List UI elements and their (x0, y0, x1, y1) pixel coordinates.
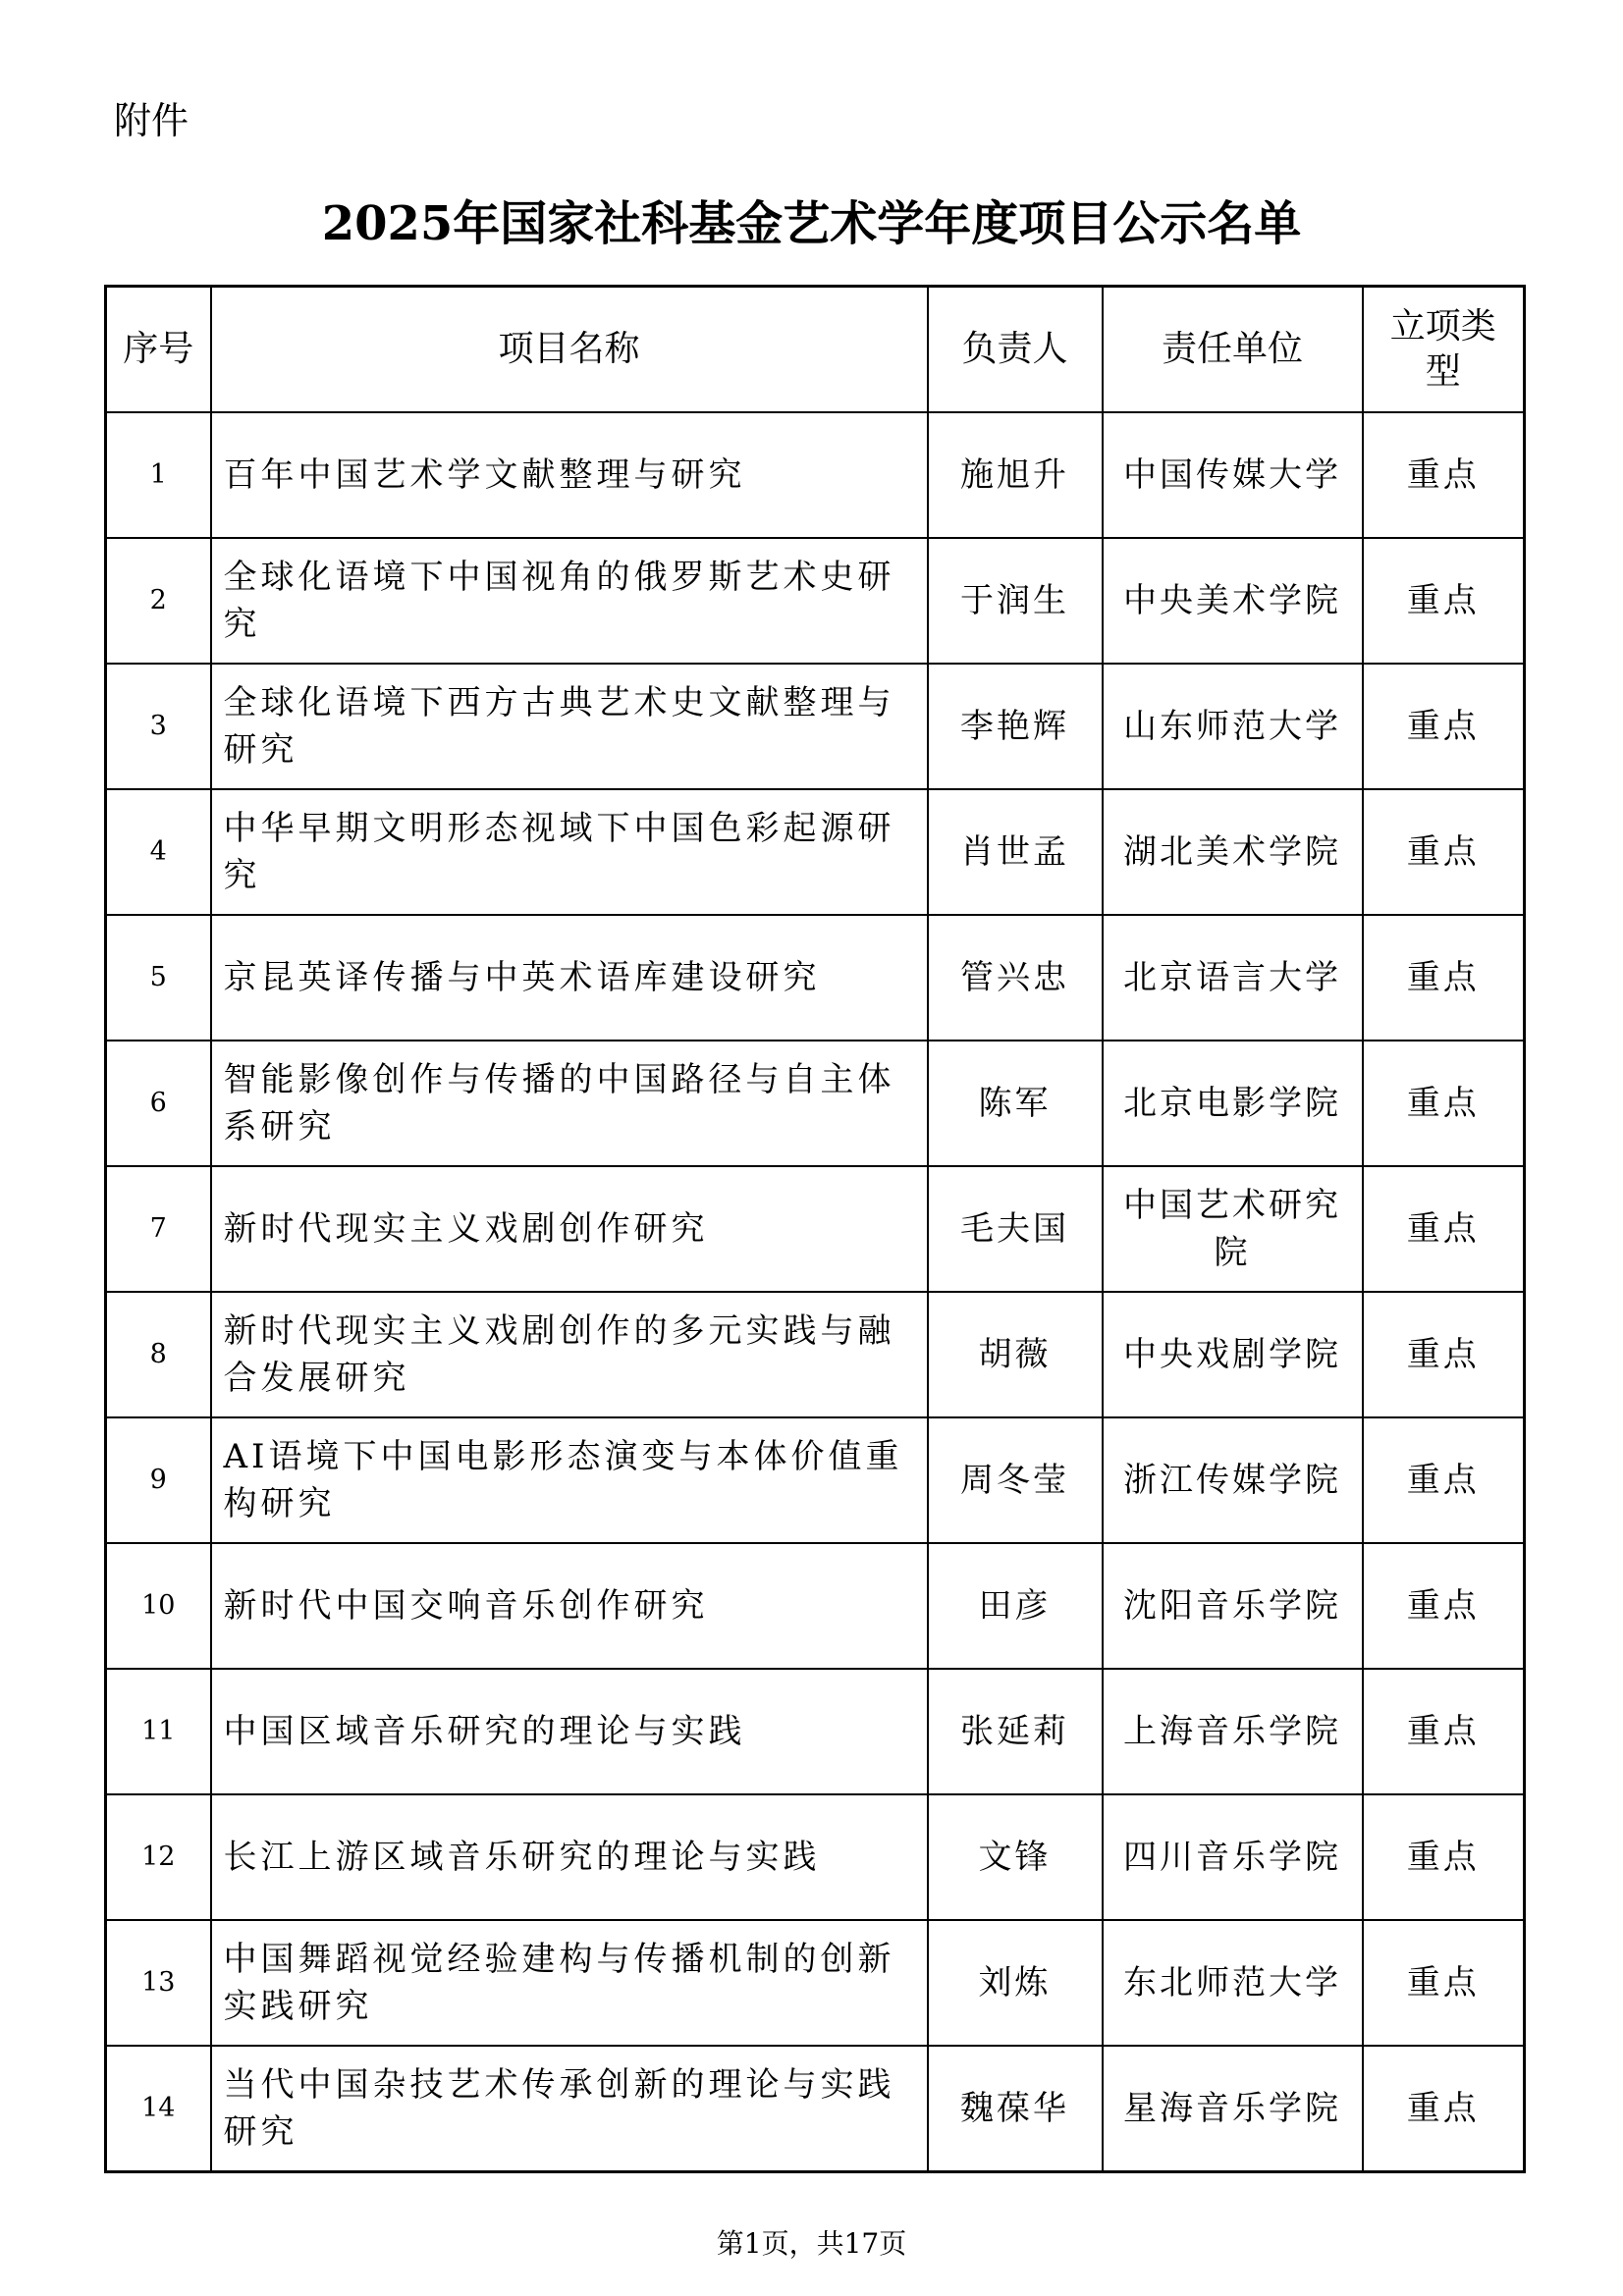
row-project-name: 中国舞蹈视觉经验建构与传播机制的创新实践研究 (211, 1920, 928, 2046)
header-project-name: 项目名称 (211, 287, 928, 413)
row-unit: 中央戏剧学院 (1103, 1292, 1363, 1417)
row-index: 13 (106, 1920, 211, 2046)
row-leader: 李艳辉 (928, 664, 1103, 789)
table-row (106, 915, 1525, 1041)
row-index: 7 (106, 1166, 211, 1292)
row-unit: 东北师范大学 (1103, 1920, 1363, 2046)
table-row (106, 2046, 1525, 2172)
table-row (106, 1417, 1525, 1543)
row-project-name: 长江上游区域音乐研究的理论与实践 (211, 1794, 928, 1920)
row-project-type: 重点 (1363, 1543, 1525, 1669)
table-row (106, 1543, 1525, 1669)
page-title: 2025年国家社科基金艺术学年度项目公示名单 (321, 196, 1302, 251)
row-project-name: 京昆英译传播与中英术语库建设研究 (211, 915, 928, 1041)
row-project-type: 重点 (1363, 1794, 1525, 1920)
header-unit: 责任单位 (1103, 287, 1363, 413)
row-leader: 陈军 (928, 1041, 1103, 1166)
row-unit: 湖北美术学院 (1103, 789, 1363, 915)
row-index: 2 (106, 538, 211, 664)
row-unit: 中央美术学院 (1103, 538, 1363, 664)
row-index: 12 (106, 1794, 211, 1920)
header-index: 序号 (106, 287, 211, 413)
row-index: 6 (106, 1041, 211, 1166)
table-row (106, 1041, 1525, 1166)
row-project-type: 重点 (1363, 1920, 1525, 2046)
row-leader: 田彦 (928, 1543, 1103, 1669)
row-index: 11 (106, 1669, 211, 1794)
row-unit: 星海音乐学院 (1103, 2046, 1363, 2172)
row-unit: 北京语言大学 (1103, 915, 1363, 1041)
row-unit: 山东师范大学 (1103, 664, 1363, 789)
row-project-name: 新时代现实主义戏剧创作的多元实践与融合发展研究 (211, 1292, 928, 1417)
row-project-type: 重点 (1363, 1417, 1525, 1543)
attachment-label: 附件 (114, 99, 189, 142)
row-project-type: 重点 (1363, 915, 1525, 1041)
row-project-type: 重点 (1363, 1041, 1525, 1166)
row-project-type: 重点 (1363, 412, 1525, 538)
table-row (106, 1292, 1525, 1417)
page-footer: 第1页，共17页 (716, 2227, 907, 2260)
row-leader: 周冬莹 (928, 1417, 1103, 1543)
row-project-type: 重点 (1363, 1292, 1525, 1417)
table-row (106, 1669, 1525, 1794)
row-project-name: 全球化语境下中国视角的俄罗斯艺术史研究 (211, 538, 928, 664)
row-unit: 浙江传媒学院 (1103, 1417, 1363, 1543)
row-unit: 中国传媒大学 (1103, 412, 1363, 538)
row-index: 8 (106, 1292, 211, 1417)
row-project-name: 中国区域音乐研究的理论与实践 (211, 1669, 928, 1794)
header-leader: 负责人 (928, 287, 1103, 413)
row-leader: 毛夫国 (928, 1166, 1103, 1292)
row-project-name: 中华早期文明形态视域下中国色彩起源研究 (211, 789, 928, 915)
table-row (106, 412, 1525, 538)
row-leader: 魏葆华 (928, 2046, 1103, 2172)
row-leader: 肖世孟 (928, 789, 1103, 915)
row-leader: 文锋 (928, 1794, 1103, 1920)
row-project-name: AI语境下中国电影形态演变与本体价值重构研究 (211, 1417, 928, 1543)
row-index: 3 (106, 664, 211, 789)
row-project-type: 重点 (1363, 1669, 1525, 1794)
table-row (106, 1794, 1525, 1920)
row-project-type: 重点 (1363, 2046, 1525, 2172)
row-index: 14 (106, 2046, 211, 2172)
row-leader: 于润生 (928, 538, 1103, 664)
row-unit: 北京电影学院 (1103, 1041, 1363, 1166)
header-row (106, 287, 1525, 413)
row-leader: 刘炼 (928, 1920, 1103, 2046)
header-project-type: 立项类型 (1363, 287, 1525, 413)
table-row (106, 1166, 1525, 1292)
row-project-name: 智能影像创作与传播的中国路径与自主体系研究 (211, 1041, 928, 1166)
row-project-type: 重点 (1363, 538, 1525, 664)
row-project-name: 新时代现实主义戏剧创作研究 (211, 1166, 928, 1292)
row-leader: 管兴忠 (928, 915, 1103, 1041)
table-header (106, 287, 1525, 413)
row-leader: 胡薇 (928, 1292, 1103, 1417)
row-leader: 施旭升 (928, 412, 1103, 538)
row-leader: 张延莉 (928, 1669, 1103, 1794)
row-index: 9 (106, 1417, 211, 1543)
row-unit: 四川音乐学院 (1103, 1794, 1363, 1920)
row-index: 5 (106, 915, 211, 1041)
table-row (106, 789, 1525, 915)
row-project-type: 重点 (1363, 789, 1525, 915)
table-row (106, 538, 1525, 664)
row-index: 1 (106, 412, 211, 538)
row-index: 10 (106, 1543, 211, 1669)
table-row (106, 664, 1525, 789)
row-project-type: 重点 (1363, 664, 1525, 789)
row-project-name: 全球化语境下西方古典艺术史文献整理与研究 (211, 664, 928, 789)
row-unit: 沈阳音乐学院 (1103, 1543, 1363, 1669)
row-project-type: 重点 (1363, 1166, 1525, 1292)
row-project-name: 新时代中国交响音乐创作研究 (211, 1543, 928, 1669)
row-index: 4 (106, 789, 211, 915)
row-unit: 上海音乐学院 (1103, 1669, 1363, 1794)
row-project-name: 当代中国杂技艺术传承创新的理论与实践研究 (211, 2046, 928, 2172)
project-list-table (104, 285, 1526, 2173)
table-body (106, 412, 1525, 2172)
table-row (106, 1920, 1525, 2046)
row-unit: 中国艺术研究院 (1103, 1166, 1363, 1292)
row-project-name: 百年中国艺术学文献整理与研究 (211, 412, 928, 538)
